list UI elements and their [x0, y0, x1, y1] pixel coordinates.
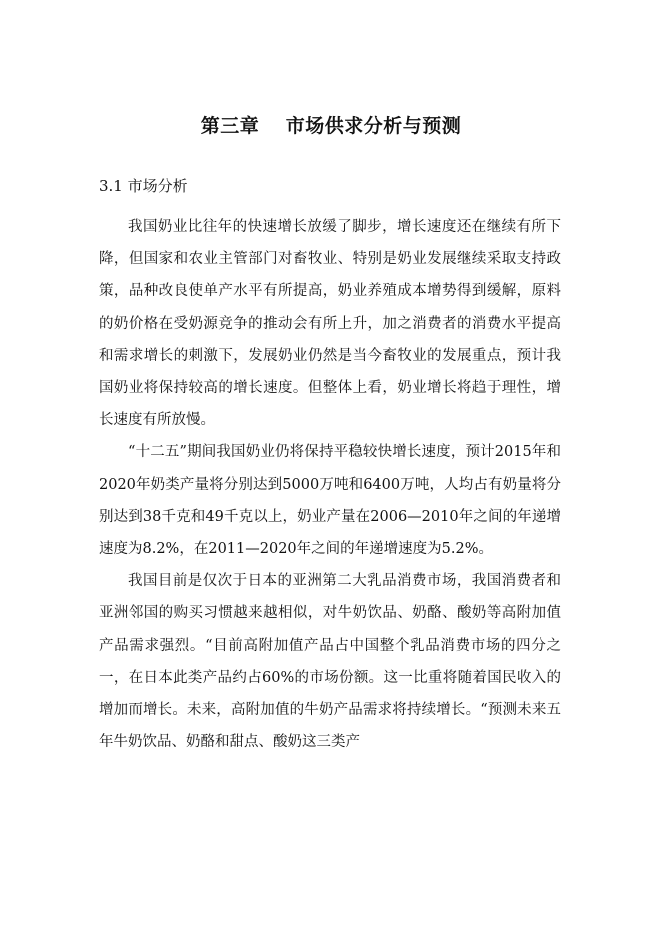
- section-heading: 3.1 市场分析: [99, 177, 188, 195]
- paragraph: 我国目前是仅次于日本的亚洲第二大乳品消费市场，我国消费者和亚洲邻国的购买习惯越来越相似，对牛奶饮品、奶酪、酸奶等高附加值产品需求强烈。“目前高附加值产品占中国整个乳品消费市场的四分之一，在日本此类产品约占60%的市场份额。这一比重将随着国民收入的增加而增长。未来，高附加值的牛奶产品需求将持续增长。“预测未来五年牛奶饮品、奶酪和甜点、酸奶这三类产: [99, 573, 561, 751]
- paragraph: “十二五”期间我国奶业仍将保持平稳较快增长速度，预计2015年和2020年奶类产量将分别达到5000万吨和6400万吨，人均占有奶量将分别达到38千克和49千克以上，奶业产量在2006—2010年之间的年递增速度为8.2%，在2011—2020年之间的年递增速度为5.2%。: [99, 444, 561, 558]
- chapter-title: 第三章 市场供求分析与预测: [200, 115, 462, 137]
- body-text: [99, 211, 561, 758]
- paragraph: 我国奶业比往年的快速增长放缓了脚步，增长速度还在继续有所下降，但国家和农业主管部门对畜牧业、特别是奶业发展继续采取支持政策，品种改良使单产水平有所提高，奶业养殖成本增势得到缓解，原料的奶价格在受奶源竞争的推动会有所上升，加之消费者的消费水平提高和需求增长的刺激下，发展奶业仍然是当今畜牧业的发展重点，预计我国奶业将保持较高的增长速度。但整体上看，奶业增长将趋于理性，增长速度有所放慢。: [99, 219, 561, 429]
